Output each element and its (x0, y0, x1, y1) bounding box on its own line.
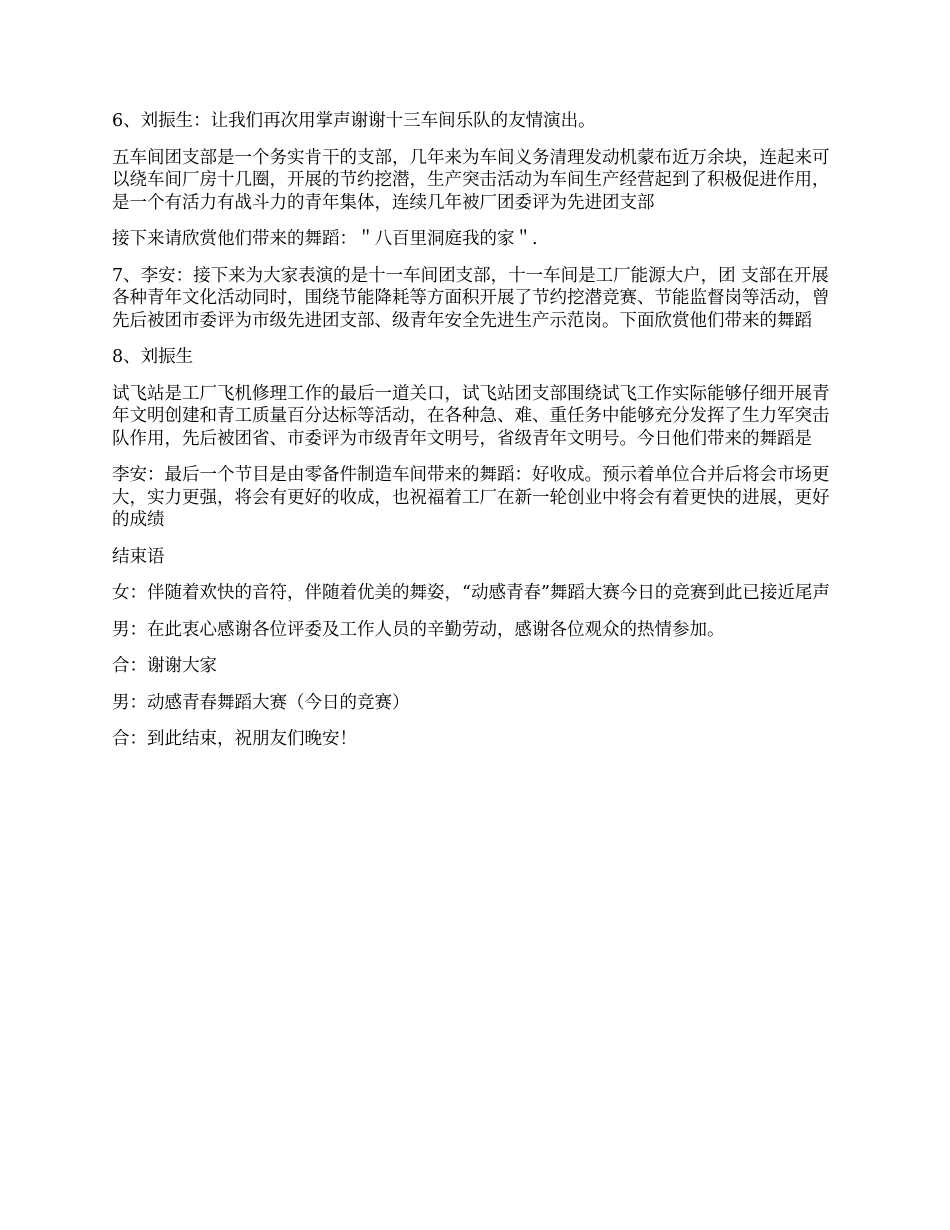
paragraph-dance-intro-1: 接下来请欣赏他们带来的舞蹈：＂八百里洞庭我的家＂. (112, 229, 538, 249)
paragraph-item-6-liu: 6、刘振生：让我们再次用掌声谢谢十三车间乐队的友情演出。 (112, 111, 596, 131)
paragraph-closing-heading: 结束语 (112, 546, 165, 567)
paragraph-male-thanks: 男：在此衷心感谢各位评委及工作人员的辛勤劳动，感谢各位观众的热情参加。 (112, 619, 725, 640)
document-body (112, 110, 840, 765)
paragraph-item-8-liu: 8、刘振生 (112, 347, 194, 367)
paragraph-workshop-5: 五车间团支部是一个务实肯干的支部，几年来为车间义务清理发动机蒙布近万余块，连起来可以绕车间厂房十几圈，开展的节约挖潜，生产突击活动为车间生产经营起到了积极促进作用，是一个有活力有战斗力的青年集体，连续几年被厂团委评为先进团支部 (112, 147, 830, 213)
paragraph-female-line: 女：伴随着欢快的音符，伴随着优美的舞姿，“动感青春”舞蹈大赛今日的竞赛到此已接近尾声 (112, 583, 830, 603)
paragraph-item-7-li: 7、李安：接下来为大家表演的是十一车间团支部，十一车间是工厂能源大户，团 支部在开展各种青年文化活动同时，围绕节能降耗等方面积开展了节约挖潜竞赛、节能监督岗等活动，曾先后被团市委评为市级先进团支部、级青年安全先进生产示范岗。下面欣赏他们带来的舞蹈 (112, 265, 830, 331)
paragraph-together-goodnight: 合：到此结束，祝朋友们晚安！ (112, 729, 357, 749)
paragraph-together-thanks: 合：谢谢大家 (112, 656, 217, 676)
paragraph-final-program: 李安：最后一个节目是由零备件制造车间带来的舞蹈：好收成。预示着单位合并后将会市场更大，实力更强，将会有更好的收成，也祝福着工厂在新一轮创业中将会有着更快的进展，更好的成绩 (112, 465, 830, 530)
paragraph-test-flight-station: 试飞站是工厂飞机修理工作的最后一道关口，试飞站团支部围绕试飞工作实际能够仔细开展青年文明创建和青工质量百分达标等活动，在各种急、难、重任务中能够充分发挥了生力军突击队作用，先后被团省、市委评为市级青年文明号，省级青年文明号。今日他们带来的舞蹈是 (112, 383, 830, 449)
paragraph-male-contest: 男：动感青春舞蹈大赛（今日的竞赛） (112, 692, 410, 713)
